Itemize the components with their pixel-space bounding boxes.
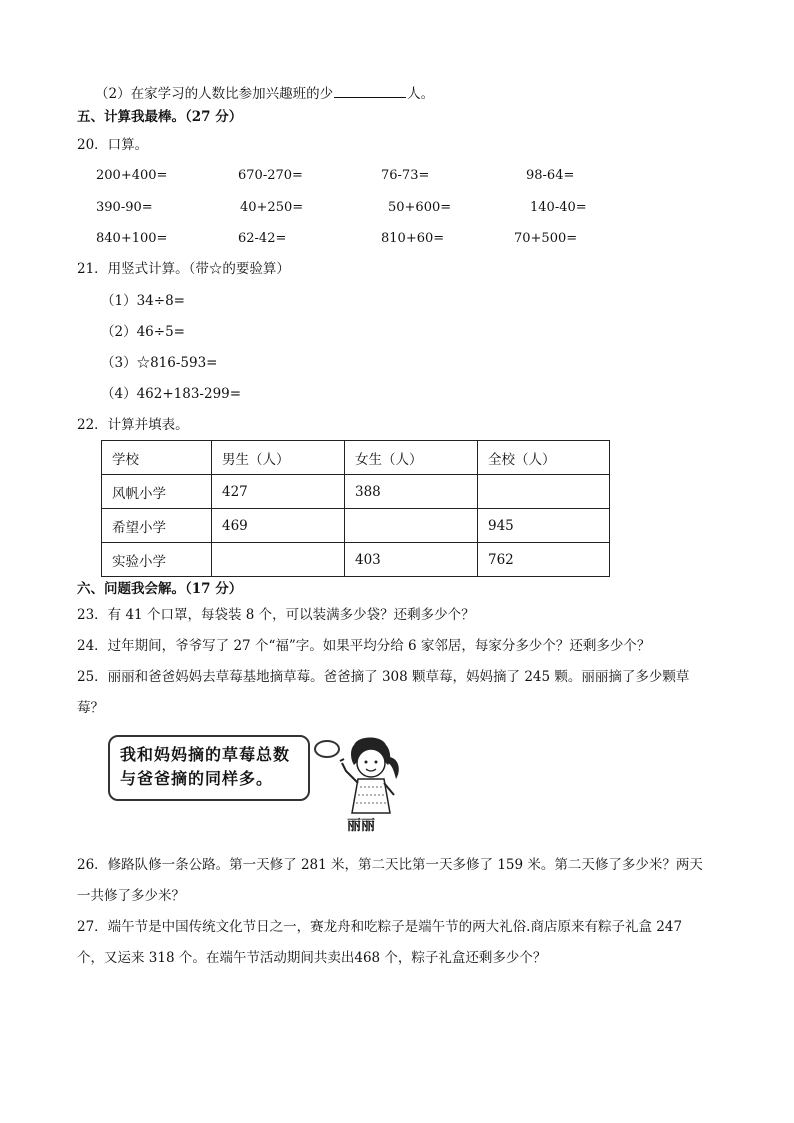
q23-text: 23．有 41 个口罩，每袋装 8 个，可以装满多少袋？还剩多少个？ bbox=[77, 607, 475, 623]
calc-item: 70+500= bbox=[514, 231, 578, 246]
calc-item: 810+60= bbox=[381, 231, 445, 246]
calc-item: 50+600= bbox=[388, 200, 452, 215]
table-cell: 427 bbox=[212, 475, 345, 509]
table-header-cell: 全校（人） bbox=[478, 441, 610, 475]
q21-title: 21．用竖式计算。（带☆的要验算） bbox=[77, 261, 290, 277]
q21-item: （2）46÷5= bbox=[101, 324, 185, 340]
calc-item: 62-42= bbox=[238, 231, 287, 246]
table-header-cell: 女生（人） bbox=[345, 441, 478, 475]
calc-item: 98-64= bbox=[526, 168, 575, 183]
q27-line-2: 个，又运来 318 个。在端午节活动期间共卖出468 个，粽子礼盒还剩多少个？ bbox=[77, 950, 547, 966]
table-cell: 762 bbox=[478, 543, 610, 577]
table-header-row bbox=[102, 441, 610, 475]
question-19-part-2 bbox=[95, 83, 434, 103]
table-cell: 实验小学 bbox=[102, 543, 212, 577]
q21-item: （3）☆816-593= bbox=[101, 355, 218, 371]
table-cell: 希望小学 bbox=[102, 509, 212, 543]
speech-bubble bbox=[108, 735, 310, 801]
table-cell-blank[interactable] bbox=[212, 543, 345, 577]
bubble-line-2: 与爸爸摘的同样多。 bbox=[120, 769, 274, 788]
table-row bbox=[102, 475, 610, 509]
calc-item: 140-40= bbox=[530, 200, 587, 215]
calc-item: 670-270= bbox=[238, 168, 303, 183]
calc-item: 200+400= bbox=[96, 168, 168, 183]
answer-blank[interactable] bbox=[334, 83, 406, 98]
bubble-line-1: 我和妈妈摘的草莓总数 bbox=[120, 745, 291, 764]
q26-line-1: 26．修路队修一条公路。第一天修了 281 米，第二天比第一天多修了 159 米。第二天修了多少米？两天 bbox=[77, 857, 703, 873]
calc-item: 40+250= bbox=[240, 200, 304, 215]
q22-title: 22．计算并填表。 bbox=[77, 417, 189, 433]
q20-title: 20．口算。 bbox=[77, 137, 149, 153]
section-6-title: 六、问题我会解。（17 分） bbox=[77, 581, 243, 597]
calc-item: 840+100= bbox=[96, 231, 168, 246]
table-cell: 风帆小学 bbox=[102, 475, 212, 509]
table-row bbox=[102, 509, 610, 543]
q25-line-1: 25．丽丽和爸爸妈妈去草莓基地摘草莓。爸爸摘了 308 颗草莓，妈妈摘了 245 颗。丽丽摘了多少颗草 bbox=[77, 669, 690, 685]
school-student-table bbox=[101, 440, 610, 577]
table-cell-blank[interactable] bbox=[345, 509, 478, 543]
section-5-title: 五、计算我最棒。（27 分） bbox=[77, 109, 243, 125]
q21-item: （1）34÷8= bbox=[101, 293, 185, 309]
girl-name-label: 丽丽 bbox=[347, 818, 375, 834]
q26-line-2: 一共修了多少米？ bbox=[77, 888, 185, 904]
table-row bbox=[102, 543, 610, 577]
q21-item: （4）462+183-299= bbox=[101, 386, 242, 402]
q19-2-prefix: （2）在家学习的人数比参加兴趣班的少 bbox=[95, 86, 334, 102]
calc-item: 76-73= bbox=[381, 168, 430, 183]
q25-line-2: 莓？ bbox=[77, 700, 104, 716]
speech-bubble-text bbox=[120, 743, 290, 791]
table-cell: 945 bbox=[478, 509, 610, 543]
table-header-cell: 男生（人） bbox=[212, 441, 345, 475]
calc-item: 390-90= bbox=[96, 200, 153, 215]
table-header-cell: 学校 bbox=[102, 441, 212, 475]
q19-2-suffix: 人。 bbox=[407, 86, 435, 102]
table-cell: 388 bbox=[345, 475, 478, 509]
q24-text: 24．过年期间，爷爷写了 27 个“福”字。如果平均分给 6 家邻居，每家分多少个？还剩多少个？ bbox=[77, 638, 651, 654]
table-cell-blank[interactable] bbox=[478, 475, 610, 509]
table-cell: 403 bbox=[345, 543, 478, 577]
girl-illustration-icon bbox=[336, 735, 406, 817]
q27-line-1: 27．端午节是中国传统文化节日之一，赛龙舟和吃粽子是端午节的两大礼俗.商店原来有粽子礼盒 247 bbox=[77, 919, 683, 935]
table-cell: 469 bbox=[212, 509, 345, 543]
